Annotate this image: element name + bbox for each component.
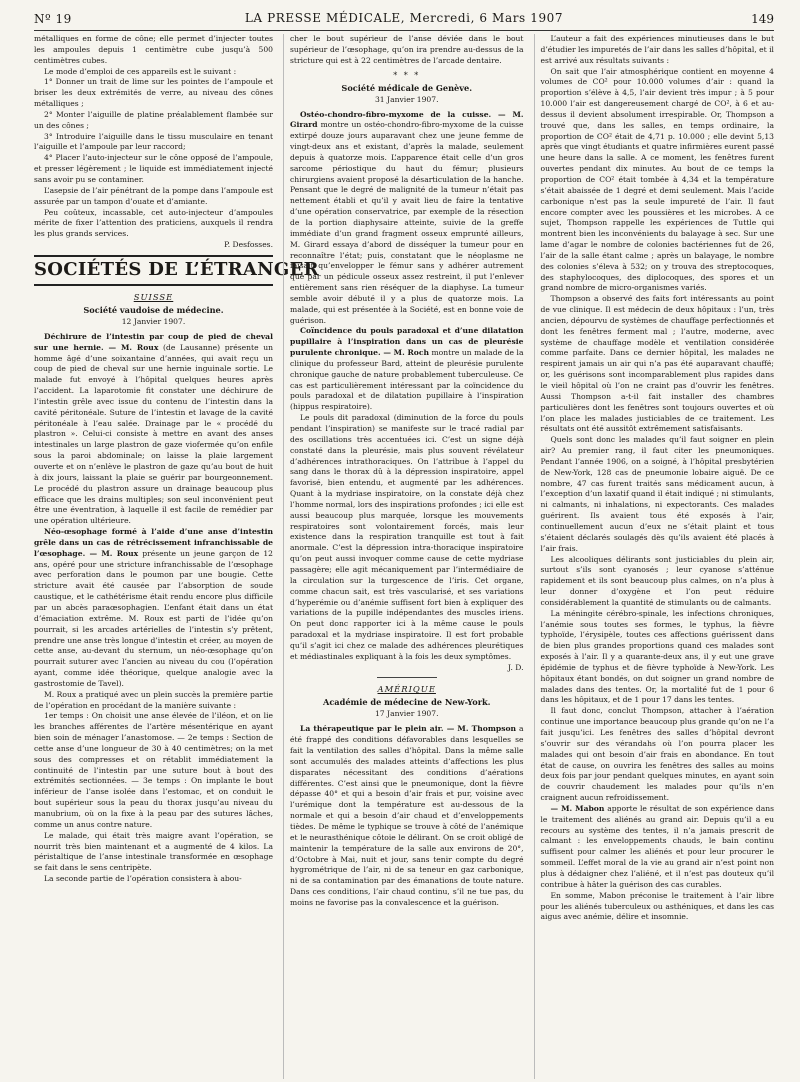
column-middle [283, 34, 524, 1079]
separator-rule [377, 677, 437, 678]
paragraph: Le malade, qui était très maigre avant l’opération, se nourrit très bien maintenant et a augmenté de 4 kilos. La péristaltique de l’anse intestinale transformée en œsophage se fait dans le sens centripète. [34, 830, 273, 873]
header-rule [34, 30, 774, 31]
article-text: apporte le résultat de son expérience dans le traitement des aliénés au grand air. Depuis qu’il a eu recours au système des tentes, il n’a jamais prescrit de calmant : les enveloppements chauds, le bain continu suffisent pour calmer les aliénés et pour leur procurer le sommeil. L’effet moral de la vie au grand air n’est point non plus à dédaigner chez l’aliéné, et il n’est pas douteux qu’il contribue à hâter la guérison des cas curables. [540, 803, 775, 889]
page-header [34, 8, 774, 28]
session-date: 31 Janvier 1907. [374, 94, 439, 104]
paragraph: 4° Placer l’auto-injecteur sur le cône opposé de l’ampoule, et presser légèrement ; le liquide est immédiatement injecté sans avoir pu se contaminer. [34, 153, 273, 184]
article-title: Néo-œsophage formé à l’aide d’une anse d’intestin grêle dans un cas de rétrécissement infranchissable de l’œsophage. — M. Roux [34, 527, 273, 558]
article-text: a été frappé des conditions défavorables dans lesquelles se fait la ventilation des salles d’hôpital. Dans la même salle sont accumulés des malades atteints d’affections les plus disparates nécessitant des conditions d’aérations différentes. C’est ainsi que le pneumonique, dont la fièvre dépasse 40° et qui a besoin d’air frais et pur, voisine avec l’urémique dont la température est au-dessous de la normale et qui a besoin d’air chaud et d’enveloppements tièdes. De même le typhique se trouve à côté de l’anémique et le neurasthénique côtoie le délirant. On se croit obligé de maintenir la température de la salle aux environs de 20°, d’Octobre à Mai, nuit et jour, sans tenir compte du degré hygrométrique de l’air, ni de sa teneur en gaz carbonique, ni de sa contamination par des émanations de toute nature. Dans ces conditions, l’air chaud continu, s’il ne tue pas, du moins ne favorise pas la convalescence et la guérison. [290, 724, 524, 907]
paragraph: L’auteur a fait des expériences minutieuses dans le but d’étudier les impuretés de l’air dans les salles d’hôpital, et il est arrivé aux résultats suivants : [540, 34, 774, 65]
section-rule [34, 255, 273, 257]
article-title: Ostéo-chondro-fibro-myxome de la cuisse. — M. Girard [290, 109, 524, 130]
paragraph: M. Roux a pratiqué avec un plein succès la première partie de l’opération en procédant de la manière suivante : [34, 689, 273, 710]
column-left [34, 34, 319, 1079]
paragraph: On sait que l’air atmosphérique contient en moyenne 4 volumes de CO² pour 10.000 volumes d’air : quand la proportion s’élève à 4,5, l’air devient très impur ; à 5 pour 10.000 l’air est dangereusement chargé de CO², à 6 et au-dessus il devient absolument irrespirable. Or, Thompson a trouvé que, dans les salles, en temps ordinaire, la proportion de CO² était de 4,71 p. 10.000 ; elle devint 5,13 après que vingt étudiants et quatre infirmières eurent passé une heure dans la salle. A ce moment, les fenêtres furent ouvertes pendant dix minutes. Au bout de ce temps la proportion de CO² était tombée à 4,34 et la température s’était abaissée de 1 degré et demi seulement. Mais l’acide carbonique n’est pas la seule impureté de l’air. Il faut encore compter avec les poussières et les microbes. A ce sujet, Thompson rappelle les expériences de Tuttle qui montrent bien les inconvénients du balayage à sec. Sur une lame d’agar le nombre de colonies bactériennes fut de 26, l’air de la salle étant calme ; après un balayage, le nombre des colonies s’éleva à 532; on y trouva des streptocoques, des staphylocoques, des diplocoques, des spores et un grand nombre de micro-organismes variés. [540, 66, 774, 293]
article-title: La thérapeutique par le plein air. — M. Thompson [300, 724, 517, 734]
article-text: (de Lausanne) présente un homme âgé d’une soixantaine d’années, qui avait reçu un coup de pied de cheval sur une hernie inguinale sortie. Le malade fut envoyé à l’hôpital quelques heures après l’accident. La laparotomie fit constater une déchirure de l’intestin grêle avec issue du contenu de l’intestin dans la cavité péritonéale. Suture de l’intestin et lavage de la cavité péritonéale à l’eau salée. Drainage par le « procédé du plastron ». Celui-ci consiste à mettre en avant des anses intestinales un large plastron de gaze viofermée qu’on enfile sous la paroi abdominale; on laisse la plaie largement ouverte et on n’enlève le plastron de gaze qu’au bout de huit à dix jours, laissant la plaie se guérir par bourgeonnement. Le procédé du plastron assure un drainage beaucoup plus efficace que les drains multiples; son seul inconvénient peut être une éventration, à laquelle il est facile de remédier par une opération ultérieure. [34, 342, 273, 526]
article-paragraph [34, 332, 273, 527]
paragraph: Le mode d’emploi de ces appareils est le suivant : [44, 66, 237, 76]
session-date: 12 Janvier 1907. [121, 316, 186, 326]
speaker-name: — M. Mabon [550, 803, 605, 813]
paragraph: Peu coûteux, incassable, cet auto-injecteur d’ampoules mérite de fixer l’attention des praticiens, auxquels il rendra les plus grands services. [34, 207, 273, 239]
article-paragraph [34, 527, 273, 690]
country-heading: AMÉRIQUE [377, 684, 436, 695]
country-heading: SUISSE [133, 291, 174, 302]
society-heading: Académie de médecine de New-York. [322, 697, 491, 708]
paragraph: 3° Introduire l’aiguille dans le tissu musculaire en tenant l’aiguille et l’ampoule par leur raccord; [34, 131, 273, 152]
paragraph: 1er temps : On choisit une anse élevée de l’iléon, et on lie les branches afférentes de l’artère mésentérique en ayant bien soin de ménager l’anastomose. — 2e temps : Section de cette anse d’une longueur de 30 à 40 centimètres; on la met sous des compresses et on rétablit immédiatement la continuité de l’intestin par une suture bout à bout des extrémités sectionnées. — 3e temps : On implante le bout inférieur de l’anse isolée dans l’estomac, et on conduit le bout supérieur sous la peau du thorax jusqu’au niveau du manubrium, où on la fixe à la peau par des sutures lâches, comme un anus contre nature. [34, 711, 273, 829]
article-paragraph [290, 724, 524, 908]
paragraph: Les alcooliques délirants sont justiciables du plein air, surtout s’ils sont cyanosés ; leur cyanose s’atténue rapidement et ils sont beaucoup plus calmes, on n’a plus à leur donner d’oxygène et l’on peut réduire considérablement la quantité de stimulants ou de calmants. [540, 554, 774, 607]
session-date: 17 Janvier 1907. [374, 709, 439, 719]
paragraph: cher le bout supérieur de l’anse déviée dans le bout supérieur de l’œsophage, qu’on ira prendre au-dessus de la stricture qui est à 22 centimètres de l’arcade dentaire. [290, 34, 524, 65]
paragraph: Quels sont donc les malades qu’il faut soigner en plein air? Au premier rang, il faut citer les pneumoniques. Pendant l’année 1906, on a soigné, à l’hôpital presbytérien de New-York, 128 cas de pneumonie lobaire aiguë. De ce nombre, 47 cas furent traités sans médicament aucun, à l’exception d’un laxatif quand il était indiqué ; ni stimulants, ni calmants, ni inhalations, ni expectorants. Ces malades guérirent. Ils avaient tous été exposés à l’air, continuellement aucun d’eux ne s’était plaint et tous s’étaient déclarés soulagés dès qu’ils avaient été placés à l’air frais. [540, 435, 774, 553]
paragraph: Thompson a observé des faits fort intéressants au point de vue clinique. Il est médecin de deux hôpitaux : l’un, très ancien, dépourvu de systèmes de chauffage perfectionnés et dont les fenêtres ferment mal ; l’autre, moderne, avec système de chauffage modèle et ventilation considérée comme parfaite. Dans ce dernier hôpital, les malades ne respirent jamais un air qui n’a pas été auparavant chauffé; or, les guérisons sont incomparablement plus rapides dans le vieil hôpital où l’on ne craint pas d’ouvrir les fenêtres. Aussi Thompson a-t-il fait installer des chambres particulières dont les fenêtres sont toujours ouvertes et où l’on place les malades justiciables de ce traitement. Les résultats ont été aussitôt extrêmement satisfaisants. [540, 294, 774, 434]
author-signature: P. Desfosses. [224, 240, 273, 250]
article-paragraph [290, 326, 524, 413]
article-paragraph [541, 804, 775, 891]
article-text: montre un ostéo-chondro-fibro-myxome de la cuisse extirpé douze jours auparavant chez une jeune femme de vingt-deux ans et existant, d’après la malade, seulement depuis à quatorze mois. L’apparence était celle d’un gros sarcome périostique du haut du fémur; plusieurs chirurgiens avaient proposé la désarticulation de la hanche. Pensant que le degré de malignité de la tumeur n’était pas nettement établi et qu’il y avait lieu de faire la tentative d’une opération conservatrice, par exemple de la résection de la portion diaphysaire atteinte, suivie de la greffe immédiate d’un grand fragment osseux emprunté ailleurs, M. Girard essaya d’abord de disséquer la tumeur pour en reconnaître l’état; puis, constatant que le néoplasme ne faisait qu’envelopper le fémur sans y adhérer autrement que par un pédicule osseux assez restreint, il put l’enlever entièrement sans rien réséquer de la diaphyse. La tumeur semble avoir débuté il y a plus de quatorze mois. La malade, qui est présentée à la Société, est en bonne voie de guérison. [290, 120, 524, 325]
paragraph: Il faut donc, conclut Thompson, attacher à l’aération continue une importance beaucoup plus grande qu’on ne l’a fait jusqu’ici. Les fenêtres des salles d’hôpital devront s’ouvrir sur des vérandahs où l’on pourra placer les malades qui ont besoin d’air frais en abondance. En tout état de cause, on ouvrira les fenêtres des salles au moins deux fois par jour pendant quelques minutes, en ayant soin de couvrir chaudement les malades pour qu’ils n’en craignent aucun refroidissement. [540, 706, 774, 803]
section-rule [34, 284, 273, 286]
section-title: SOCIÉTÉS DE L’ÉTRANGER [34, 258, 319, 280]
paragraph: Le pouls dit paradoxal (diminution de la force du pouls pendant l’inspiration) se manifeste sur le tracé radial par des oscillations très accentuées ici. C’est un signe déjà constaté dans la pleurésie, mais plus souvent révélateur d’adhérences intrathoraciques. On l’attribue à l’appel du sang dans le thorax dû à la dépression inspiratoire, appel favorisé, bien entendu, et augmenté par les adhérences. Quant à la mydriase inspiratoire, on la constate déjà chez l’homme normal, lors des inspirations profondes ; ici elle est aussi beaucoup plus marquée, lorsque les mouvements respiratoires sont volontairement forcés, mais leur existence dans la respiration tranquille est tout à fait anormale. C’est la dépression intra-thoracique inspiratoire qu’on peut aussi invoquer comme cause de cette mydriase passagère; elle agit mécaniquement par l’intermédiaire de la circulation sur la turgescence de l’iris. Cet organe, comme chacun sait, est très vascularisé, et ses variations d’hyperémie ou d’anémie suffisent fort bien à expliquer des variations de la pupille indépendantes des muscles iriens. On peut donc rapporter ici à la même cause le pouls paradoxal et la mydriase inspiratoire. Il est fort probable qu’il s’agit ici chez ce malade des adhérences pleurétiques et médiastinales expliquant à la fois les deux symptômes. [290, 413, 524, 661]
journal-title: LA PRESSE MÉDICALE, Mercredi, 6 Mars 1907 [244, 11, 564, 25]
article-text: montre un malade de la clinique du professeur Bard, atteint de pleurésie purulente chronique gauche de nature probablement tuberculeuse. Ce cas est particulièrement intéressant par la coïncidence du pouls paradoxal et de dilatation pupillaire à l’inspiration (hippus respiratoire). [290, 348, 524, 412]
issue-number: Nº 19 [34, 12, 72, 26]
separator-stars: * * * [393, 70, 421, 80]
paragraph: métalliques en forme de cône; elle permet d’injecter toutes les ampoules depuis 1 centimètre cube jusqu’à 500 centimètres cubes. [34, 34, 273, 65]
paragraph: 2° Monter l’aiguille de platine préalablement flambée sur un des cônes ; [34, 109, 273, 130]
society-heading: Société médicale de Genève. [341, 82, 473, 93]
paragraph: L’asepsie de l’air pénétrant de la pompe dans l’ampoule est assurée par un tampon d’ouate et d’amiante. [34, 185, 273, 206]
paragraph: La méningite cérébro-spinale, les infections chroniques, l’anémie sous toutes ses formes, le typhus, la fièvre typhoïde, l’érysipèle, toutes ces affections guérissent dans de bien plus grandes proportions quand ces malades sont exposés à l’air. Il y a quarante-deux ans, il y eut une grave épidémie de typhus et de fièvre typhoïde à New-York. Les hôpitaux étant bondés, on dut soigner un grand nombre de malades dans des tentes. Or, la mortalité fut de 1 pour 6 dans les hôpitaux, et de 1 pour 17 dans les tentes. [540, 608, 774, 705]
paragraph: La seconde partie de l’opération consistera à abou- [44, 874, 242, 884]
author-signature: J. D. [507, 662, 524, 672]
article-text: présente un jeune garçon de 12 ans, opéré pour une stricture infranchissable de l’œsophage avec perforation dans le poumon par une bougie. Cette stricture avait été causée par l’absorption de soude caustique, et le cathétérisme était rendu encore plus difficile par un abcès paraœsophagien. L’enfant était dans un état d’émaciation extrême. M. Roux est parti de l’idée qu’on pourrait, si les arcades artérielles de l’intestin s’y prêtent, prendre une anse très longue d’intestin et créer, au moyen de cette anse, au-devant du sternum, un néo-œsophage qu’on pourrait suturer avec l’ancien au niveau du cou (l’opération ayant, comme idée théorique, quelque analogie avec la gastrostomie de Tavel). [34, 548, 273, 688]
society-heading: Société vaudoise de médecine. [83, 304, 224, 315]
column-right [534, 34, 775, 1079]
paragraph: En somme, Mabon préconise le traitement à l’air libre pour les aliénés tuberculeux ou asthéniques, et dans les cas aigus avec anémie, délire et insomnie. [540, 890, 774, 922]
columns [34, 34, 774, 1079]
article-title: Coïncidence du pouls paradoxal et d’une dilatation pupillaire à l’inspiration dans un cas de pleurésie purulente chronique. — M. Roch [290, 326, 524, 358]
page-number: 149 [751, 12, 774, 26]
article-paragraph [290, 110, 524, 327]
paragraph: 1° Donner un trait de lime sur les pointes de l’ampoule et briser les deux extrémités de verre, au niveau des cônes métalliques ; [34, 77, 273, 109]
article-title: Déchirure de l’intestin par coup de pied de cheval sur une hernie. — M. Roux [34, 331, 273, 352]
